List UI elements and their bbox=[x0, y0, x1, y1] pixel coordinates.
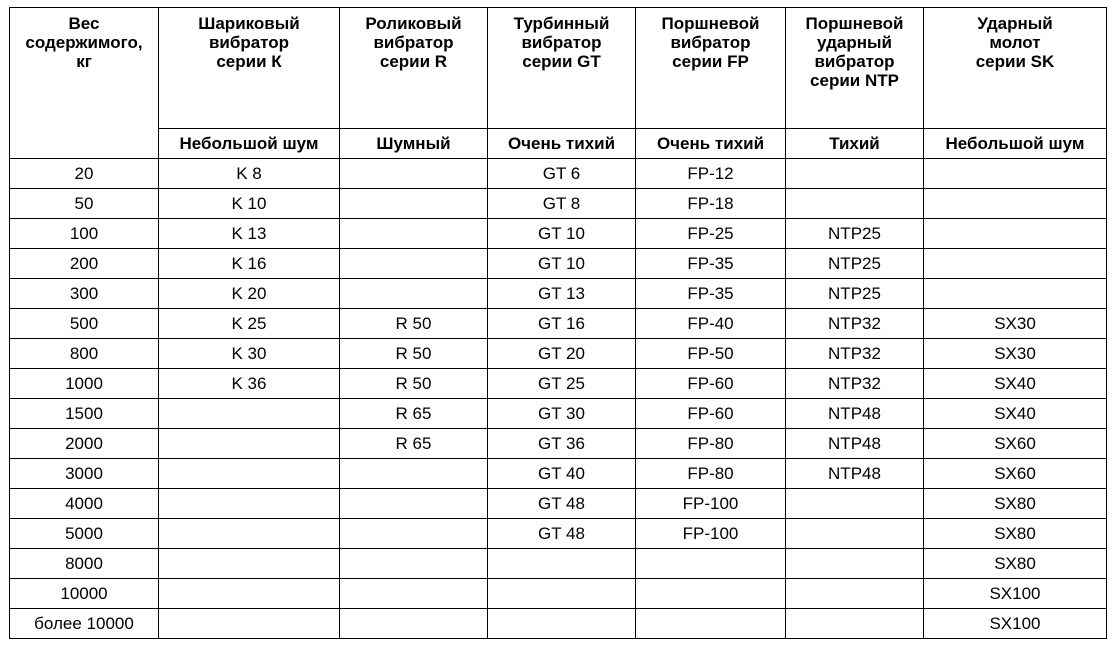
cell-fp-series: FP-18 bbox=[636, 189, 786, 219]
cell-weight: более 10000 bbox=[10, 609, 159, 639]
cell-gt-series bbox=[488, 549, 636, 579]
header-fp-series bbox=[636, 8, 786, 129]
cell-fp-series: FP-80 bbox=[636, 429, 786, 459]
cell-k-series: K 20 bbox=[159, 279, 340, 309]
cell-ntp-series: NTP25 bbox=[786, 219, 924, 249]
cell-sk-series: SX60 bbox=[924, 459, 1107, 489]
cell-sk-series: SX100 bbox=[924, 609, 1107, 639]
cell-gt-series: GT 10 bbox=[488, 249, 636, 279]
header-line: вибратор bbox=[208, 33, 290, 52]
cell-sk-series: SX100 bbox=[924, 579, 1107, 609]
header-line: Шариковый bbox=[198, 14, 300, 33]
table-row bbox=[10, 249, 1107, 279]
table-row bbox=[10, 369, 1107, 399]
cell-r-series bbox=[340, 279, 488, 309]
cell-k-series: K 25 bbox=[159, 309, 340, 339]
header-line: вибратор bbox=[670, 33, 751, 52]
header-line: серии FP bbox=[672, 52, 749, 71]
cell-ntp-series bbox=[786, 609, 924, 639]
cell-r-series bbox=[340, 189, 488, 219]
noise-sk: Небольшой шум bbox=[924, 129, 1107, 159]
header-line: ударный bbox=[817, 33, 892, 52]
cell-weight: 2000 bbox=[10, 429, 159, 459]
cell-ntp-series: NTP32 bbox=[786, 369, 924, 399]
cell-fp-series: FP-100 bbox=[636, 489, 786, 519]
cell-fp-series: FP-25 bbox=[636, 219, 786, 249]
noise-row bbox=[10, 129, 1107, 159]
header-line: Роликовый bbox=[365, 14, 462, 33]
header-row bbox=[10, 8, 1107, 129]
table-row bbox=[10, 609, 1107, 639]
header-weight bbox=[10, 8, 159, 159]
header-line: кг bbox=[76, 52, 92, 71]
header-line: серии SK bbox=[975, 52, 1055, 71]
header-r-series bbox=[340, 8, 488, 129]
table-row bbox=[10, 279, 1107, 309]
cell-gt-series bbox=[488, 609, 636, 639]
header-line: серии GT bbox=[522, 52, 601, 71]
noise-k: Небольшой шум bbox=[159, 129, 340, 159]
header-line: серии NTP bbox=[810, 71, 899, 90]
table-row bbox=[10, 219, 1107, 249]
noise-fp: Очень тихий bbox=[636, 129, 786, 159]
cell-k-series: K 36 bbox=[159, 369, 340, 399]
cell-gt-series: GT 16 bbox=[488, 309, 636, 339]
cell-weight: 200 bbox=[10, 249, 159, 279]
cell-r-series: R 65 bbox=[340, 429, 488, 459]
noise-gt: Очень тихий bbox=[488, 129, 636, 159]
table-row bbox=[10, 339, 1107, 369]
cell-ntp-series bbox=[786, 489, 924, 519]
noise-r: Шумный bbox=[340, 129, 488, 159]
cell-fp-series: FP-60 bbox=[636, 369, 786, 399]
cell-gt-series: GT 30 bbox=[488, 399, 636, 429]
header-line: Поршневой bbox=[661, 14, 760, 33]
cell-ntp-series: NTP25 bbox=[786, 279, 924, 309]
cell-r-series bbox=[340, 519, 488, 549]
table-row bbox=[10, 309, 1107, 339]
header-line: Ударный bbox=[977, 14, 1053, 33]
cell-sk-series: SX40 bbox=[924, 399, 1107, 429]
cell-gt-series: GT 25 bbox=[488, 369, 636, 399]
cell-weight: 50 bbox=[10, 189, 159, 219]
cell-r-series: R 50 bbox=[340, 339, 488, 369]
cell-k-series: K 30 bbox=[159, 339, 340, 369]
cell-weight: 800 bbox=[10, 339, 159, 369]
cell-sk-series: SX40 bbox=[924, 369, 1107, 399]
cell-fp-series: FP-12 bbox=[636, 159, 786, 189]
cell-k-series: K 8 bbox=[159, 159, 340, 189]
cell-k-series bbox=[159, 549, 340, 579]
cell-r-series bbox=[340, 159, 488, 189]
cell-gt-series bbox=[488, 579, 636, 609]
cell-fp-series bbox=[636, 549, 786, 579]
cell-weight: 3000 bbox=[10, 459, 159, 489]
cell-fp-series bbox=[636, 609, 786, 639]
cell-fp-series: FP-35 bbox=[636, 279, 786, 309]
cell-gt-series: GT 48 bbox=[488, 519, 636, 549]
cell-sk-series bbox=[924, 279, 1107, 309]
cell-gt-series: GT 48 bbox=[488, 489, 636, 519]
table-row bbox=[10, 159, 1107, 189]
cell-fp-series: FP-100 bbox=[636, 519, 786, 549]
cell-sk-series: SX80 bbox=[924, 519, 1107, 549]
cell-k-series bbox=[159, 459, 340, 489]
cell-gt-series: GT 20 bbox=[488, 339, 636, 369]
cell-sk-series bbox=[924, 249, 1107, 279]
header-line: Вес bbox=[68, 14, 100, 33]
cell-weight: 100 bbox=[10, 219, 159, 249]
cell-k-series bbox=[159, 579, 340, 609]
cell-fp-series: FP-50 bbox=[636, 339, 786, 369]
cell-r-series bbox=[340, 549, 488, 579]
cell-r-series bbox=[340, 489, 488, 519]
cell-r-series: R 50 bbox=[340, 309, 488, 339]
cell-weight: 10000 bbox=[10, 579, 159, 609]
cell-weight: 4000 bbox=[10, 489, 159, 519]
header-ntp-series bbox=[786, 8, 924, 129]
cell-sk-series: SX30 bbox=[924, 339, 1107, 369]
cell-k-series bbox=[159, 429, 340, 459]
cell-ntp-series: NTP32 bbox=[786, 309, 924, 339]
header-line: серии К bbox=[216, 52, 282, 71]
header-line: вибратор bbox=[373, 33, 454, 52]
cell-weight: 8000 bbox=[10, 549, 159, 579]
cell-sk-series bbox=[924, 189, 1107, 219]
cell-ntp-series: NTP32 bbox=[786, 339, 924, 369]
cell-gt-series: GT 10 bbox=[488, 219, 636, 249]
cell-sk-series bbox=[924, 219, 1107, 249]
cell-weight: 500 bbox=[10, 309, 159, 339]
noise-ntp: Тихий bbox=[786, 129, 924, 159]
cell-r-series: R 65 bbox=[340, 399, 488, 429]
cell-ntp-series: NTP48 bbox=[786, 459, 924, 489]
cell-fp-series: FP-35 bbox=[636, 249, 786, 279]
cell-k-series bbox=[159, 519, 340, 549]
cell-k-series: K 16 bbox=[159, 249, 340, 279]
table-body bbox=[10, 159, 1107, 639]
cell-gt-series: GT 40 bbox=[488, 459, 636, 489]
cell-gt-series: GT 13 bbox=[488, 279, 636, 309]
cell-ntp-series bbox=[786, 549, 924, 579]
table-row bbox=[10, 579, 1107, 609]
cell-fp-series bbox=[636, 579, 786, 609]
table-row bbox=[10, 489, 1107, 519]
header-line: содержимого, bbox=[25, 33, 143, 52]
cell-sk-series: SX80 bbox=[924, 549, 1107, 579]
cell-fp-series: FP-60 bbox=[636, 399, 786, 429]
cell-weight: 1500 bbox=[10, 399, 159, 429]
header-k-series bbox=[159, 8, 340, 129]
cell-ntp-series: NTP48 bbox=[786, 399, 924, 429]
cell-k-series bbox=[159, 399, 340, 429]
cell-k-series bbox=[159, 489, 340, 519]
table-row bbox=[10, 429, 1107, 459]
table-row bbox=[10, 459, 1107, 489]
cell-r-series bbox=[340, 459, 488, 489]
cell-ntp-series bbox=[786, 189, 924, 219]
header-line: вибратор bbox=[814, 52, 895, 71]
vibrator-selection-table bbox=[9, 7, 1107, 639]
table-row bbox=[10, 519, 1107, 549]
cell-gt-series: GT 6 bbox=[488, 159, 636, 189]
cell-r-series: R 50 bbox=[340, 369, 488, 399]
header-line: вибратор bbox=[521, 33, 602, 52]
table-row bbox=[10, 399, 1107, 429]
cell-ntp-series bbox=[786, 159, 924, 189]
cell-ntp-series bbox=[786, 579, 924, 609]
header-sk-series bbox=[924, 8, 1107, 129]
cell-sk-series bbox=[924, 159, 1107, 189]
cell-ntp-series: NTP48 bbox=[786, 429, 924, 459]
cell-ntp-series: NTP25 bbox=[786, 249, 924, 279]
cell-fp-series: FP-80 bbox=[636, 459, 786, 489]
cell-weight: 20 bbox=[10, 159, 159, 189]
header-line: Поршневой bbox=[805, 14, 904, 33]
table-row bbox=[10, 189, 1107, 219]
header-gt-series bbox=[488, 8, 636, 129]
cell-sk-series: SX30 bbox=[924, 309, 1107, 339]
cell-weight: 300 bbox=[10, 279, 159, 309]
cell-weight: 5000 bbox=[10, 519, 159, 549]
cell-gt-series: GT 8 bbox=[488, 189, 636, 219]
header-line: Турбинный bbox=[513, 14, 610, 33]
cell-weight: 1000 bbox=[10, 369, 159, 399]
header-line: молот bbox=[989, 33, 1041, 52]
cell-sk-series: SX80 bbox=[924, 489, 1107, 519]
header-line: серии R bbox=[379, 52, 448, 71]
cell-gt-series: GT 36 bbox=[488, 429, 636, 459]
cell-k-series bbox=[159, 609, 340, 639]
table-row bbox=[10, 549, 1107, 579]
cell-k-series: K 10 bbox=[159, 189, 340, 219]
cell-k-series: K 13 bbox=[159, 219, 340, 249]
cell-r-series bbox=[340, 249, 488, 279]
cell-r-series bbox=[340, 609, 488, 639]
cell-r-series bbox=[340, 579, 488, 609]
cell-ntp-series bbox=[786, 519, 924, 549]
cell-sk-series: SX60 bbox=[924, 429, 1107, 459]
cell-fp-series: FP-40 bbox=[636, 309, 786, 339]
cell-r-series bbox=[340, 219, 488, 249]
